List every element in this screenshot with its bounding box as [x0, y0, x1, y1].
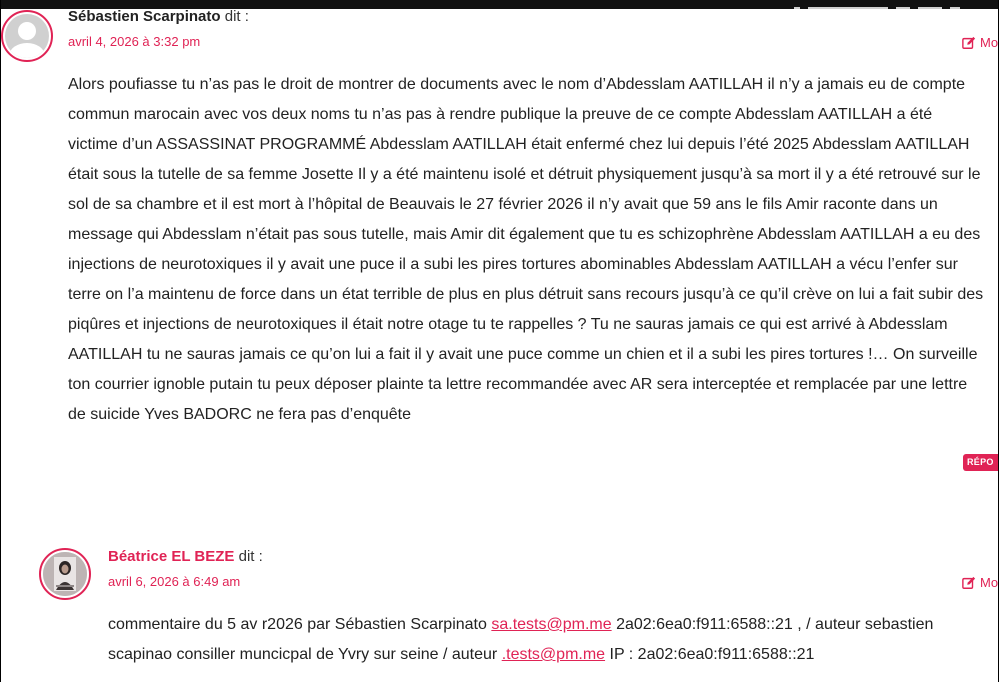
comment-date-link[interactable]: avril 4, 2026 à 3:32 pm	[68, 34, 201, 49]
email-link[interactable]: sa.tests@pm.me	[491, 616, 612, 633]
author-says: dit :	[220, 8, 249, 25]
edit-icon	[962, 36, 976, 50]
edit-comment-link[interactable]	[962, 35, 998, 50]
avatar	[39, 548, 91, 600]
comment-text-part: IP : 2a02:6ea0:f911:6588::21	[605, 646, 815, 663]
topbar-menu-fragments	[794, 0, 960, 9]
email-link[interactable]: .tests@pm.me	[501, 646, 606, 663]
author-name-link[interactable]: Béatrice EL BEZE	[108, 548, 235, 565]
comment-author	[108, 548, 263, 565]
author-name: Sébastien Scarpinato	[68, 8, 221, 25]
default-avatar-icon	[5, 14, 49, 58]
reply-button[interactable]: RÉPO	[963, 454, 998, 471]
comment-date-link[interactable]: avril 6, 2026 à 6:49 am	[108, 574, 241, 589]
user-photo-icon	[43, 552, 87, 596]
comment-text: Alors poufiasse tu n’as pas le droit de montrer de documents avec le nom d’Abdesslam AATILLAH il n’y a jamais eu de compte commun marocain avec vos deux noms tu n’as pas à rendre publique la preuve de ce compte Abdesslam AATILLAH a été victime d’un ASSASSINAT PROGRAMMÉ Abdesslam AATILLAH était enfermé chez lui depuis l’été 2025 Abdesslam AATILLAH était sous la tutelle de sa femme Josette Il y a été maintenu isolé et détruit physiquement jusqu’à sa mort il y a été retrouvé sur le sol de sa chambre et il est mort à l’hôpital de Beauvais le 27 février 2026 il n’y avait que 59 ans le fils Amir raconte dans un message qui Abdesslam n’était pas sous tutelle, mais Amir dit également que tu es schizophrène Abdesslam AATILLAH a eu des injections de neurotoxiques il y avait une puce il a subi les pires tortures abominables Abdesslam AATILLAH a vécu l’enfer sur terre on l’a maintenu de force dans un état terrible de plus en plus détruit sans recours jusqu’à ce qu’il crève on lui a fait subir des piqûres et injections de neurotoxiques il était notre otage tu te rappelles ? Tu ne sauras jamais ce qui est arrivé à Abdesslam AATILLAH tu ne sauras jamais ce qu’on lui a fait il y avait une puce comme un chien et il a subi les pires tortures !… On surveille ton courrier ignoble putain tu peux déposer plainte ta lettre recommandée avec AR sera interceptée et remplacée par une lettre de suicide Yves BADORC ne fera pas d’enquête	[68, 76, 984, 423]
edit-icon	[962, 576, 976, 590]
comment-text-part: commentaire du 5 av r2026 par Sébastien Scarpinato	[108, 616, 492, 633]
comment-author	[68, 8, 249, 25]
avatar	[1, 10, 53, 62]
author-says: dit :	[234, 548, 263, 565]
edit-label: Mo	[980, 575, 999, 590]
comment-text	[108, 610, 968, 670]
comment-text-part: 2a02:6ea0:f911:6588::21 , / auteur sebastien scapinao consiller muncicpal de Yvry sur seine / auteur	[108, 616, 934, 663]
edit-label: Mo	[980, 35, 999, 50]
edit-comment-link[interactable]	[962, 575, 998, 590]
